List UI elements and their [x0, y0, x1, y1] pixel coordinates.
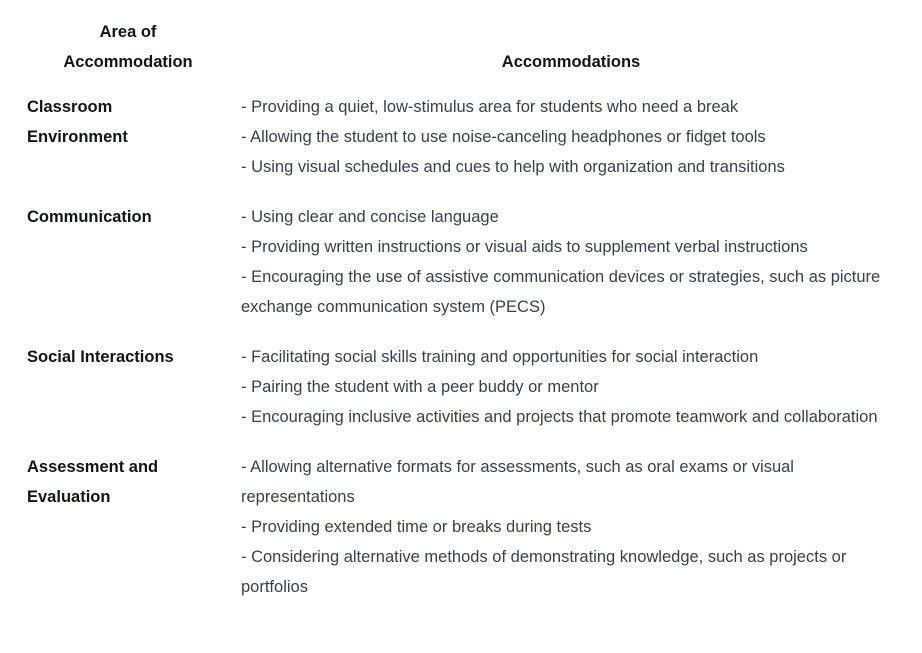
header-area-line-1: Area of — [99, 23, 157, 41]
area-line: Assessment and — [27, 458, 159, 476]
table-header-row — [14, 17, 908, 82]
area-line: Classroom — [27, 98, 113, 116]
accommodations-table — [14, 17, 908, 622]
header-accommodations: Accommodations — [501, 53, 641, 71]
row-accommodations-communication — [234, 202, 908, 342]
accommodation-item: - Using visual schedules and cues to help with organization and transitions — [241, 158, 785, 176]
row-area-assessment-evaluation — [14, 452, 234, 622]
area-line: Communication — [27, 208, 152, 226]
accommodation-item: - Using clear and concise language — [241, 208, 499, 226]
row-area-communication — [14, 202, 234, 342]
table-row — [14, 202, 908, 342]
row-area-classroom-environment — [14, 82, 234, 202]
row-accommodations-classroom-environment — [234, 82, 908, 202]
accommodation-item: - Providing a quiet, low-stimulus area for students who need a break — [241, 98, 739, 116]
table-row — [14, 82, 908, 202]
header-area-of-accommodation — [14, 17, 234, 82]
accommodation-item: - Facilitating social skills training and opportunities for social interaction — [241, 348, 759, 366]
accommodation-item: - Allowing the student to use noise-canceling headphones or fidget tools — [241, 128, 766, 146]
accommodation-item: - Providing extended time or breaks during tests — [241, 518, 592, 536]
accommodation-item: - Allowing alternative formats for assessments, such as oral exams or visual representations — [241, 458, 794, 506]
table-row — [14, 452, 908, 622]
area-line: Evaluation — [27, 488, 111, 506]
header-area-line-2: Accommodation — [63, 53, 193, 71]
accommodation-item: - Encouraging the use of assistive communication devices or strategies, such as picture exchange communication system (PECS) — [241, 268, 881, 316]
accommodation-item: - Providing written instructions or visual aids to supplement verbal instructions — [241, 238, 808, 256]
row-accommodations-assessment-evaluation — [234, 452, 908, 622]
accommodation-item: - Encouraging inclusive activities and projects that promote teamwork and collaboration — [241, 408, 878, 426]
area-line: Environment — [27, 128, 128, 146]
row-area-social-interactions — [14, 342, 234, 452]
row-accommodations-social-interactions — [234, 342, 908, 452]
accommodation-item: - Pairing the student with a peer buddy or mentor — [241, 378, 599, 396]
area-line: Social Interactions — [27, 348, 174, 366]
table-row — [14, 342, 908, 452]
accommodation-item: - Considering alternative methods of demonstrating knowledge, such as projects or portfolios — [241, 548, 847, 596]
